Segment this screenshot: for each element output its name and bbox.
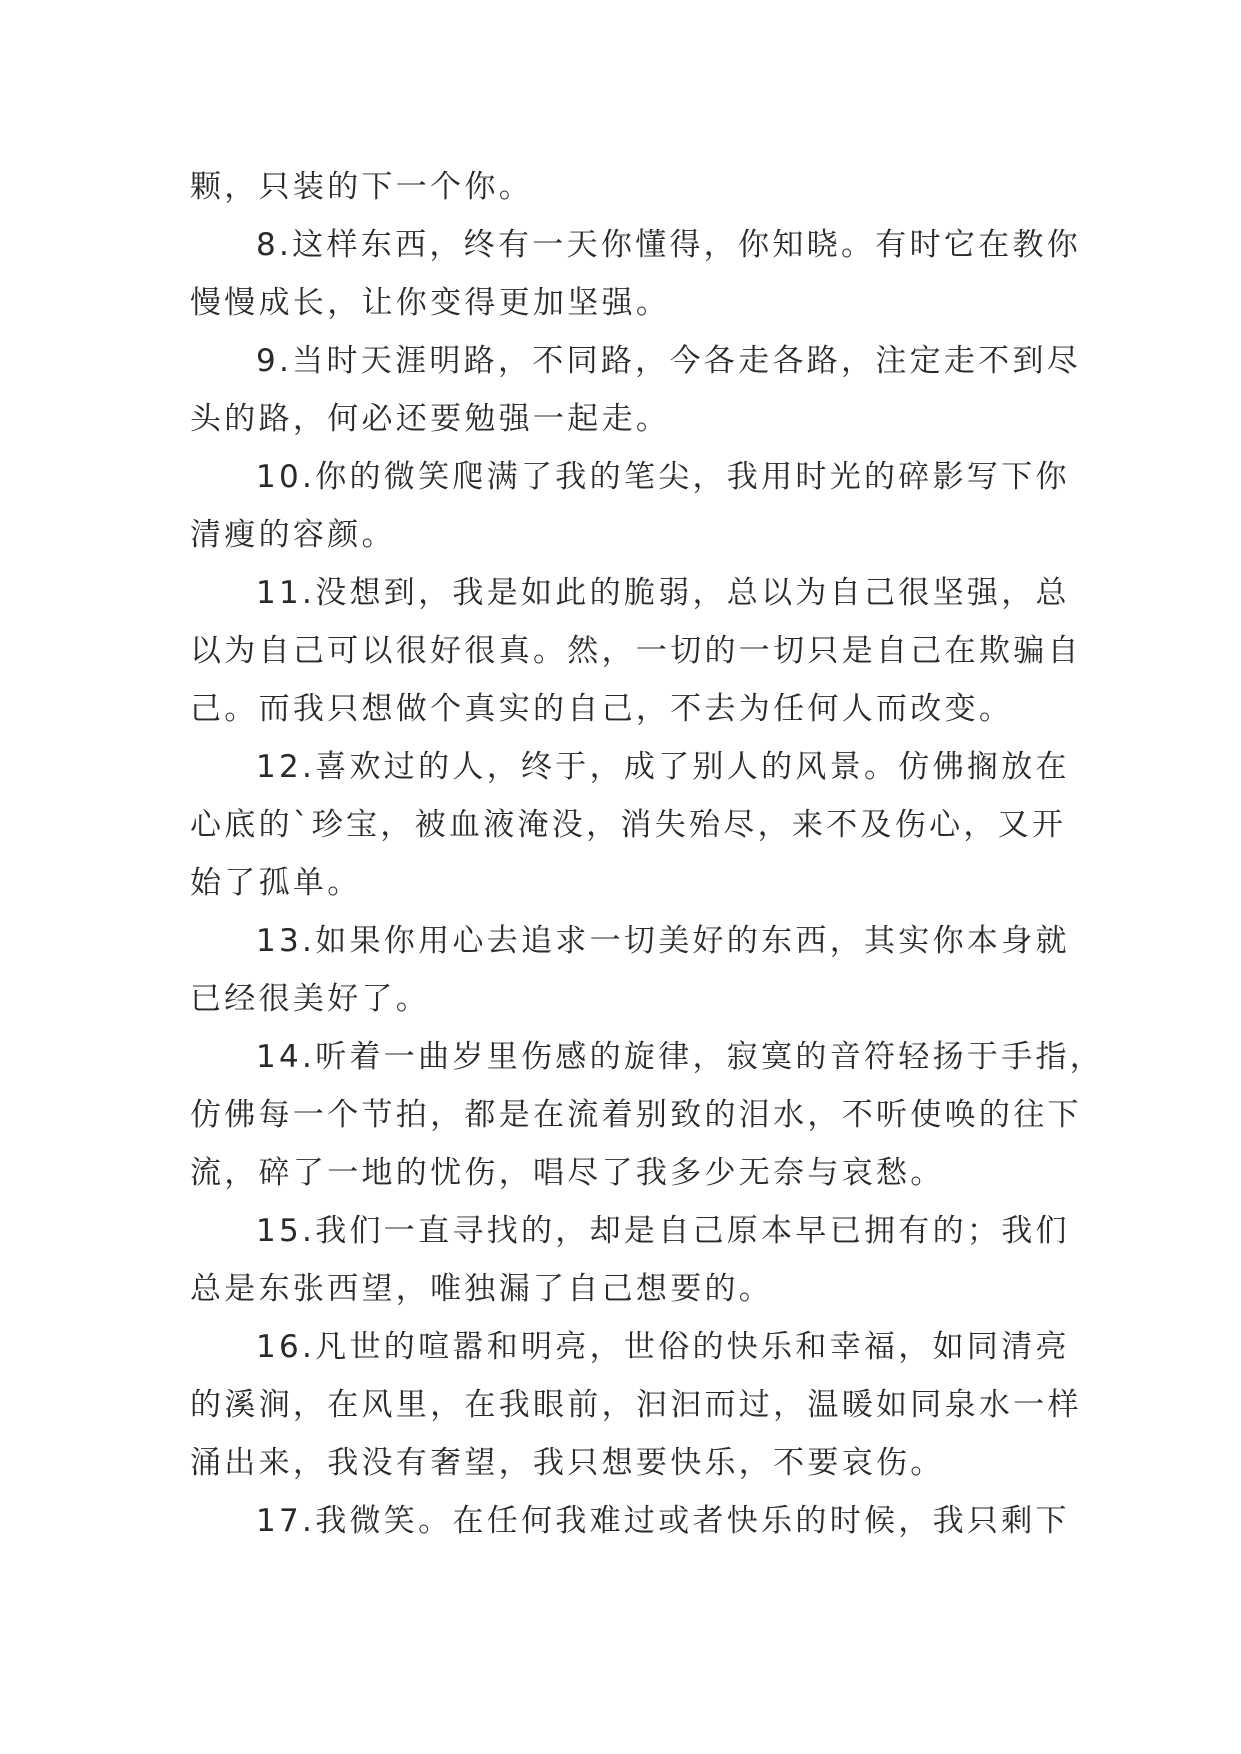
text-line: 流，碎了一地的忧伤，唱尽了我多少无奈与哀愁。 bbox=[190, 1155, 945, 1191]
paragraph-16 bbox=[190, 1318, 1082, 1492]
text-line: 颗，只装的下一个你。 bbox=[190, 169, 533, 205]
paragraph-continuation bbox=[190, 158, 1050, 216]
text-line: 总是东张西望，唯独漏了自己想要的。 bbox=[190, 1271, 774, 1307]
text-line: 8.这样东西，终有一天你懂得，你知晓。有时它在教你 bbox=[256, 227, 1082, 263]
text-line: 以为自己可以很好很真。然，一切的一切只是自己在欺骗自 bbox=[190, 633, 1082, 669]
paragraph-13 bbox=[190, 912, 1070, 1028]
text-line: 涌出来，我没有奢望，我只想要快乐，不要哀伤。 bbox=[190, 1445, 945, 1481]
paragraph-12 bbox=[190, 738, 1070, 912]
text-line: 清瘦的容颜。 bbox=[190, 517, 396, 553]
text-line: 慢慢成长，让你变得更加坚强。 bbox=[190, 285, 671, 321]
text-line: 的溪涧，在风里，在我眼前，汩汩而过，温暖如同泉水一样 bbox=[190, 1387, 1082, 1423]
paragraph-9 bbox=[190, 332, 1082, 448]
text-line: 12.喜欢过的人，终于，成了别人的风景。仿佛搁放在 bbox=[256, 749, 1070, 785]
paragraph-14 bbox=[190, 1028, 1105, 1202]
text-line: 心底的`珍宝，被血液淹没，消失殆尽，来不及伤心，又开 bbox=[190, 807, 1067, 843]
text-line: 己。而我只想做个真实的自己，不去为任何人而改变。 bbox=[190, 691, 1014, 727]
text-line: 9.当时天涯明路，不同路，今各走各路，注定走不到尽 bbox=[256, 343, 1082, 379]
paragraph-10 bbox=[190, 448, 1070, 564]
paragraph-8 bbox=[190, 216, 1082, 332]
text-line: 11.没想到，我是如此的脆弱，总以为自己很坚强，总 bbox=[256, 575, 1070, 611]
text-line: 13.如果你用心去追求一切美好的东西，其实你本身就 bbox=[256, 923, 1070, 959]
text-line: 17.我微笑。在任何我难过或者快乐的时候，我只剩下 bbox=[256, 1503, 1070, 1539]
text-line: 始了孤单。 bbox=[190, 865, 362, 901]
text-line: 已经很美好了。 bbox=[190, 981, 431, 1017]
paragraph-15 bbox=[190, 1202, 1070, 1318]
text-line: 15.我们一直寻找的，却是自己原本早已拥有的；我们 bbox=[256, 1213, 1070, 1249]
text-line: 仿佛每一个节拍，都是在流着别致的泪水，不听使唤的往下 bbox=[190, 1097, 1082, 1133]
text-line: 16.凡世的喧嚣和明亮，世俗的快乐和幸福，如同清亮 bbox=[256, 1329, 1070, 1365]
text-line: 头的路，何必还要勉强一起走。 bbox=[190, 401, 671, 437]
text-line: 10.你的微笑爬满了我的笔尖，我用时光的碎影写下你 bbox=[256, 459, 1070, 495]
paragraph-11 bbox=[190, 564, 1082, 738]
text-line: 14.听着一曲岁里伤感的旋律，寂寞的音符轻扬于手指， bbox=[256, 1039, 1105, 1075]
paragraph-17 bbox=[190, 1492, 1070, 1550]
document-body bbox=[190, 158, 1105, 1550]
